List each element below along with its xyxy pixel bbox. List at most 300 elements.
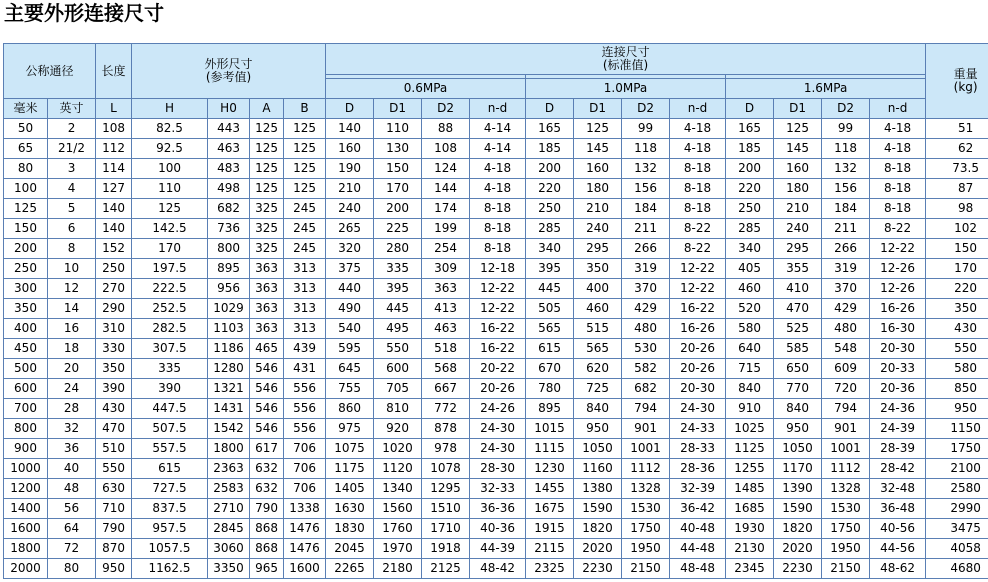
table-cell: 325	[250, 219, 284, 239]
table-cell: 150	[374, 159, 422, 179]
table-cell: 2583	[208, 479, 250, 499]
table-cell: 901	[822, 419, 870, 439]
table-cell: 2150	[822, 559, 870, 579]
table-cell: 200	[526, 159, 574, 179]
table-cell: 794	[822, 399, 870, 419]
table-cell: 3350	[208, 559, 250, 579]
table-cell: 895	[526, 399, 574, 419]
table-cell: 10	[48, 259, 96, 279]
subheader-cell: B	[284, 99, 326, 119]
header-connection-dimensions	[326, 44, 926, 75]
table-cell: 225	[374, 219, 422, 239]
table-cell: 582	[622, 359, 670, 379]
table-cell: 56	[48, 499, 96, 519]
table-cell: 556	[284, 419, 326, 439]
subheader-cell: 英寸	[48, 99, 96, 119]
table-cell: 152	[96, 239, 132, 259]
table-cell: 1820	[574, 519, 622, 539]
table-cell: 350	[926, 299, 988, 319]
table-cell: 546	[250, 399, 284, 419]
table-cell: 430	[96, 399, 132, 419]
table-cell: 2230	[574, 559, 622, 579]
table-cell: 1029	[208, 299, 250, 319]
table-cell: 615	[132, 459, 208, 479]
table-cell: 132	[822, 159, 870, 179]
table-cell: 220	[926, 279, 988, 299]
table-cell: 2	[48, 119, 96, 139]
table-cell: 1000	[4, 459, 48, 479]
header-pressure-10: 1.0MPa	[526, 79, 726, 99]
table-cell: 16-26	[870, 299, 926, 319]
table-row	[4, 439, 988, 459]
table-cell: 632	[250, 479, 284, 499]
table-cell: 495	[374, 319, 422, 339]
table-cell: 3060	[208, 539, 250, 559]
table-cell: 895	[208, 259, 250, 279]
table-cell: 8-18	[670, 179, 726, 199]
table-cell: 99	[622, 119, 670, 139]
table-cell: 125	[132, 199, 208, 219]
table-cell: 2363	[208, 459, 250, 479]
table-cell: 957.5	[132, 519, 208, 539]
table-cell: 350	[96, 359, 132, 379]
table-cell: 44-56	[870, 539, 926, 559]
table-cell: 1590	[574, 499, 622, 519]
table-cell: 118	[822, 139, 870, 159]
table-cell: 463	[208, 139, 250, 159]
table-cell: 1380	[574, 479, 622, 499]
table-cell: 901	[622, 419, 670, 439]
table-cell: 950	[774, 419, 822, 439]
table-cell: 180	[574, 179, 622, 199]
table-cell: 48	[48, 479, 96, 499]
table-cell: 21/2	[48, 139, 96, 159]
table-cell: 1015	[526, 419, 574, 439]
table-cell: 1050	[574, 439, 622, 459]
table-cell: 4-18	[470, 179, 526, 199]
table-cell: 180	[774, 179, 822, 199]
table-cell: 285	[726, 219, 774, 239]
table-cell: 1560	[374, 499, 422, 519]
table-cell: 1321	[208, 379, 250, 399]
table-cell: 1750	[622, 519, 670, 539]
table-cell: 20-22	[470, 359, 526, 379]
table-cell: 480	[622, 319, 670, 339]
table-cell: 1431	[208, 399, 250, 419]
table-cell: 280	[374, 239, 422, 259]
table-cell: 1112	[822, 459, 870, 479]
table-row	[4, 199, 988, 219]
table-row	[4, 419, 988, 439]
table-cell: 470	[774, 299, 822, 319]
table-cell: 12-22	[470, 299, 526, 319]
subheader-cell: D1	[574, 99, 622, 119]
table-cell: 1510	[422, 499, 470, 519]
table-cell: 395	[374, 279, 422, 299]
table-cell: 32-39	[670, 479, 726, 499]
table-row	[4, 379, 988, 399]
table-cell: 2345	[726, 559, 774, 579]
table-cell: 125	[574, 119, 622, 139]
table-cell: 32	[48, 419, 96, 439]
table-cell: 429	[822, 299, 870, 319]
table-cell: 483	[208, 159, 250, 179]
table-cell: 2580	[926, 479, 988, 499]
header-connection-line2: (标准值)	[602, 58, 649, 72]
table-cell: 4-14	[470, 119, 526, 139]
table-cell: 36-48	[870, 499, 926, 519]
table-cell: 200	[726, 159, 774, 179]
table-cell: 8-18	[670, 199, 726, 219]
table-cell: 313	[284, 279, 326, 299]
table-row	[4, 119, 988, 139]
table-cell: 445	[374, 299, 422, 319]
table-cell: 310	[96, 319, 132, 339]
table-cell: 1120	[374, 459, 422, 479]
table-cell: 498	[208, 179, 250, 199]
table-cell: 1280	[208, 359, 250, 379]
table-cell: 36-36	[470, 499, 526, 519]
table-cell: 950	[926, 399, 988, 419]
table-cell: 1970	[374, 539, 422, 559]
table-cell: 910	[726, 399, 774, 419]
table-cell: 800	[4, 419, 48, 439]
table-cell: 370	[622, 279, 670, 299]
table-cell: 515	[574, 319, 622, 339]
table-cell: 307.5	[132, 339, 208, 359]
table-cell: 12	[48, 279, 96, 299]
table-cell: 363	[422, 279, 470, 299]
table-cell: 220	[526, 179, 574, 199]
table-cell: 2845	[208, 519, 250, 539]
table-cell: 211	[822, 219, 870, 239]
table-cell: 4680	[926, 559, 988, 579]
table-cell: 16-30	[870, 319, 926, 339]
table-cell: 682	[622, 379, 670, 399]
table-row	[4, 259, 988, 279]
table-cell: 16-22	[470, 319, 526, 339]
table-cell: 266	[822, 239, 870, 259]
table-cell: 160	[774, 159, 822, 179]
header-pressure-16: 1.6MPa	[726, 79, 926, 99]
table-cell: 98	[926, 199, 988, 219]
table-cell: 1230	[526, 459, 574, 479]
table-cell: 727.5	[132, 479, 208, 499]
table-cell: 112	[96, 139, 132, 159]
table-cell: 443	[208, 119, 250, 139]
table-cell: 32-33	[470, 479, 526, 499]
table-cell: 320	[326, 239, 374, 259]
table-cell: 772	[422, 399, 470, 419]
table-cell: 2150	[622, 559, 670, 579]
table-cell: 20-30	[670, 379, 726, 399]
table-cell: 1115	[526, 439, 574, 459]
table-cell: 645	[326, 359, 374, 379]
table-cell: 518	[422, 339, 470, 359]
table-cell: 2125	[422, 559, 470, 579]
table-cell: 8-18	[670, 159, 726, 179]
table-row	[4, 499, 988, 519]
table-cell: 1255	[726, 459, 774, 479]
table-cell: 16-22	[670, 299, 726, 319]
table-cell: 1800	[4, 539, 48, 559]
table-cell: 840	[574, 399, 622, 419]
table-cell: 530	[622, 339, 670, 359]
table-cell: 2100	[926, 459, 988, 479]
table-cell: 790	[96, 519, 132, 539]
subheader-cell: D2	[422, 99, 470, 119]
table-cell: 4-18	[470, 159, 526, 179]
table-cell: 460	[726, 279, 774, 299]
table-cell: 295	[774, 239, 822, 259]
table-cell: 1162.5	[132, 559, 208, 579]
table-cell: 44-39	[470, 539, 526, 559]
table-cell: 28-36	[670, 459, 726, 479]
table-cell: 245	[284, 199, 326, 219]
table-cell: 1760	[374, 519, 422, 539]
table-body	[4, 119, 988, 579]
table-cell: 250	[4, 259, 48, 279]
table-cell: 1675	[526, 499, 574, 519]
table-cell: 1340	[374, 479, 422, 499]
table-cell: 51	[926, 119, 988, 139]
table-cell: 1020	[374, 439, 422, 459]
table-cell: 363	[250, 299, 284, 319]
table-cell: 445	[526, 279, 574, 299]
table-cell: 24-36	[870, 399, 926, 419]
table-cell: 615	[526, 339, 574, 359]
table-cell: 174	[422, 199, 470, 219]
subheader-cell: L	[96, 99, 132, 119]
table-cell: 770	[774, 379, 822, 399]
table-cell: 617	[250, 439, 284, 459]
subheader-cell: D2	[622, 99, 670, 119]
table-cell: 325	[250, 199, 284, 219]
table-cell: 715	[726, 359, 774, 379]
table-cell: 600	[374, 359, 422, 379]
table-cell: 1050	[774, 439, 822, 459]
table-cell: 170	[132, 239, 208, 259]
table-cell: 794	[622, 399, 670, 419]
table-cell: 160	[326, 139, 374, 159]
table-cell: 211	[622, 219, 670, 239]
table-cell: 12-22	[870, 239, 926, 259]
table-cell: 370	[822, 279, 870, 299]
table-cell: 335	[132, 359, 208, 379]
table-row	[4, 559, 988, 579]
table-cell: 1160	[574, 459, 622, 479]
table-cell: 725	[574, 379, 622, 399]
table-cell: 1918	[422, 539, 470, 559]
table-cell: 266	[622, 239, 670, 259]
table-cell: 500	[4, 359, 48, 379]
table-cell: 220	[726, 179, 774, 199]
table-cell: 156	[622, 179, 670, 199]
table-cell: 325	[250, 239, 284, 259]
table-row	[4, 519, 988, 539]
table-cell: 319	[622, 259, 670, 279]
table-cell: 1170	[774, 459, 822, 479]
table-cell: 556	[284, 379, 326, 399]
table-cell: 125	[4, 199, 48, 219]
table-cell: 170	[926, 259, 988, 279]
table-cell: 580	[926, 359, 988, 379]
table-cell: 546	[250, 419, 284, 439]
table-cell: 632	[250, 459, 284, 479]
table-cell: 1750	[822, 519, 870, 539]
table-cell: 1175	[326, 459, 374, 479]
table-cell: 200	[4, 239, 48, 259]
table-cell: 185	[526, 139, 574, 159]
table-cell: 335	[374, 259, 422, 279]
table-cell: 463	[422, 319, 470, 339]
header-outline-dimensions	[132, 44, 326, 99]
table-cell: 1915	[526, 519, 574, 539]
table-cell: 125	[250, 139, 284, 159]
table-cell: 4058	[926, 539, 988, 559]
table-cell: 505	[526, 299, 574, 319]
table-cell: 550	[374, 339, 422, 359]
table-cell: 20-26	[670, 339, 726, 359]
table-cell: 319	[822, 259, 870, 279]
table-cell: 568	[422, 359, 470, 379]
table-cell: 222.5	[132, 279, 208, 299]
table-row	[4, 319, 988, 339]
table-cell: 2020	[574, 539, 622, 559]
table-cell: 390	[96, 379, 132, 399]
table-cell: 431	[284, 359, 326, 379]
table-cell: 1025	[726, 419, 774, 439]
table-cell: 507.5	[132, 419, 208, 439]
header-length: 长度	[96, 44, 132, 99]
table-cell: 313	[284, 319, 326, 339]
table-cell: 295	[574, 239, 622, 259]
page-title: 主要外形连接尺寸	[4, 1, 164, 25]
table-cell: 125	[284, 119, 326, 139]
subheader-cell: D2	[822, 99, 870, 119]
table-cell: 12-22	[470, 279, 526, 299]
table-cell: 706	[284, 459, 326, 479]
table-cell: 36	[48, 439, 96, 459]
table-cell: 165	[526, 119, 574, 139]
table-cell: 132	[622, 159, 670, 179]
table-cell: 868	[250, 519, 284, 539]
table-cell: 145	[774, 139, 822, 159]
table-cell: 667	[422, 379, 470, 399]
table-cell: 705	[374, 379, 422, 399]
table-cell: 1530	[622, 499, 670, 519]
table-cell: 1338	[284, 499, 326, 519]
table-cell: 16-26	[670, 319, 726, 339]
table-cell: 142.5	[132, 219, 208, 239]
table-cell: 24-30	[670, 399, 726, 419]
table-cell: 1476	[284, 519, 326, 539]
table-cell: 28-39	[870, 439, 926, 459]
table-cell: 12-22	[670, 259, 726, 279]
table-cell: 400	[574, 279, 622, 299]
table-cell: 4	[48, 179, 96, 199]
table-cell: 8-18	[470, 239, 526, 259]
subheader-cell: n-d	[470, 99, 526, 119]
table-cell: 313	[284, 299, 326, 319]
table-cell: 850	[926, 379, 988, 399]
table-cell: 250	[526, 199, 574, 219]
header-weight-line2: (kg)	[953, 80, 978, 94]
table-cell: 12-22	[670, 279, 726, 299]
dimensions-table	[3, 43, 988, 579]
table-cell: 609	[822, 359, 870, 379]
subheader-cell: H0	[208, 99, 250, 119]
table-cell: 5	[48, 199, 96, 219]
table-cell: 450	[4, 339, 48, 359]
table-cell: 1078	[422, 459, 470, 479]
table-cell: 36-42	[670, 499, 726, 519]
table-cell: 65	[4, 139, 48, 159]
table-row	[4, 339, 988, 359]
table-cell: 375	[326, 259, 374, 279]
table-cell: 4-14	[470, 139, 526, 159]
table-cell: 313	[284, 259, 326, 279]
subheader-cell: n-d	[870, 99, 926, 119]
table-row	[4, 219, 988, 239]
table-cell: 790	[250, 499, 284, 519]
table-cell: 1057.5	[132, 539, 208, 559]
table-cell: 127	[96, 179, 132, 199]
table-cell: 439	[284, 339, 326, 359]
table-cell: 12-26	[870, 279, 926, 299]
table-cell: 350	[4, 299, 48, 319]
table-cell: 2990	[926, 499, 988, 519]
table-cell: 1405	[326, 479, 374, 499]
table-cell: 24-26	[470, 399, 526, 419]
table-cell: 170	[374, 179, 422, 199]
table-cell: 620	[574, 359, 622, 379]
table-cell: 2000	[4, 559, 48, 579]
table-cell: 92.5	[132, 139, 208, 159]
table-cell: 1112	[622, 459, 670, 479]
table-cell: 8-18	[470, 219, 526, 239]
header-outline-line1: 外形尺寸	[204, 57, 253, 71]
table-cell: 4-18	[870, 139, 926, 159]
table-cell: 1075	[326, 439, 374, 459]
table-cell: 72	[48, 539, 96, 559]
header-connection-line1: 连接尺寸	[601, 45, 650, 59]
table-cell: 16-22	[470, 339, 526, 359]
table-cell: 840	[726, 379, 774, 399]
table-cell: 870	[96, 539, 132, 559]
table-cell: 2020	[774, 539, 822, 559]
table-cell: 710	[96, 499, 132, 519]
table-cell: 125	[774, 119, 822, 139]
table-cell: 548	[822, 339, 870, 359]
table-row	[4, 159, 988, 179]
table-cell: 140	[96, 199, 132, 219]
table-cell: 48-48	[670, 559, 726, 579]
table-cell: 1125	[726, 439, 774, 459]
table-cell: 363	[250, 319, 284, 339]
table-cell: 125	[284, 159, 326, 179]
table-cell: 14	[48, 299, 96, 319]
table-row	[4, 399, 988, 419]
subheader-cell: D	[326, 99, 374, 119]
table-cell: 837.5	[132, 499, 208, 519]
table-cell: 282.5	[132, 319, 208, 339]
table-cell: 720	[822, 379, 870, 399]
table-cell: 413	[422, 299, 470, 319]
table-cell: 80	[48, 559, 96, 579]
table-cell: 130	[374, 139, 422, 159]
table-cell: 1001	[622, 439, 670, 459]
